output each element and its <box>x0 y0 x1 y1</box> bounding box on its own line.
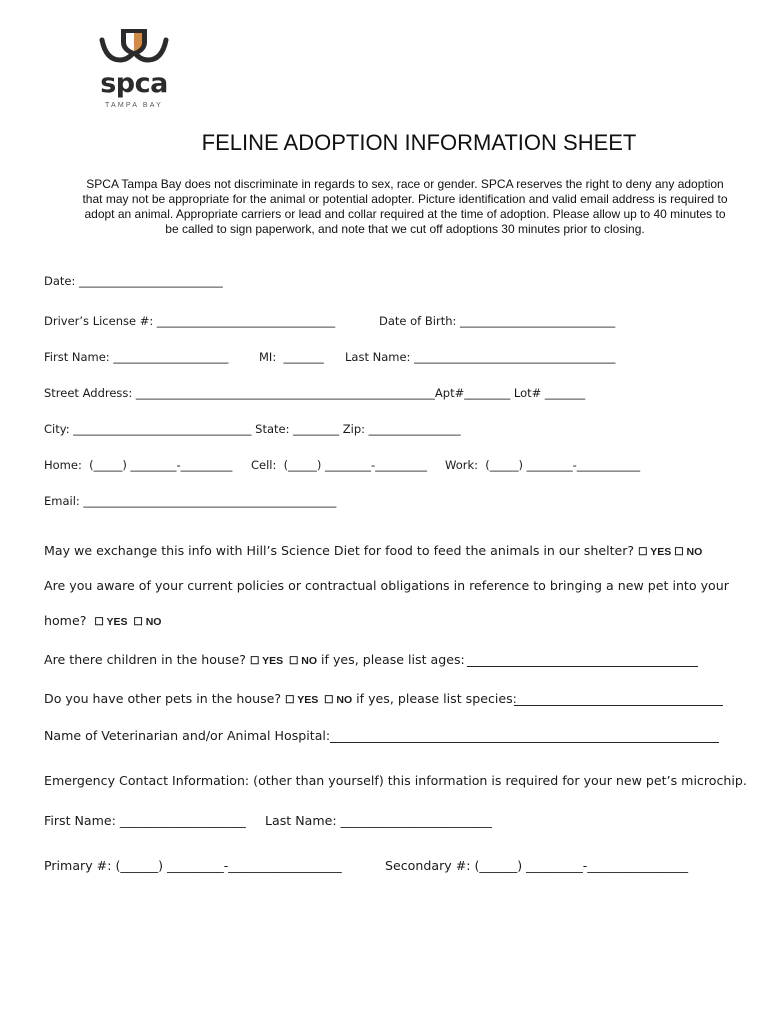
logo-subtitle: TAMPA BAY <box>105 102 163 109</box>
primary-phone-field[interactable]: Primary #: (______) _________-__________________ <box>44 858 342 873</box>
dob-field[interactable]: Date of Birth: ___________________________ <box>379 314 616 328</box>
vet-blank[interactable] <box>330 742 719 743</box>
logo-wordmark: spca <box>100 68 168 99</box>
policies-question-line2 <box>44 613 161 628</box>
emergency-contact-label: Emergency Contact Information: (other than yourself) this information is required for your new pet’s microchip. <box>44 773 747 788</box>
dog-shield-icon <box>92 26 176 70</box>
license-field[interactable]: Driver’s License #: _______________________________ <box>44 314 336 328</box>
policies-question-text: home? <box>44 613 95 628</box>
children-question <box>44 652 465 667</box>
pets-yes-no-checkboxes[interactable]: ☐ YES ☐ NO <box>285 694 353 706</box>
cell-phone-field[interactable]: Cell: (_____) ________-_________ <box>251 458 427 472</box>
children-question-text: Are there children in the house? <box>44 652 250 667</box>
pets-question <box>44 691 517 706</box>
last-name-field[interactable]: Last Name: ___________________________________ <box>345 350 616 364</box>
intro-paragraph: SPCA Tampa Bay does not discriminate in regards to sex, race or gender. SPCA reserves the right to deny any adoption that may not be appropriate for the animal or potential adopter. Picture identification and valid email address is required to adopt an animal. Appropriate carriers or lead and collar required at the time of adoption. Please allow up to 40 minutes to be called to sign paperwork, and note that we cut off adoptions 30 minutes prior to closing. <box>82 177 728 236</box>
policies-question-line1: Are you aware of your current policies or contractual obligations in reference to bringing a new pet into your <box>44 578 729 593</box>
first-name-field[interactable]: First Name: ____________________ <box>44 350 229 364</box>
page-title: FELINE ADOPTION INFORMATION SHEET <box>201 130 637 155</box>
children-yes-no-checkboxes[interactable]: ☐ YES ☐ NO <box>249 655 318 667</box>
date-field[interactable]: Date: _________________________ <box>44 274 223 288</box>
secondary-phone-field[interactable]: Secondary #: (______) _________-________________ <box>385 858 689 873</box>
spca-logo <box>92 26 176 116</box>
vet-label: Name of Veterinarian and/or Animal Hospital: <box>44 728 331 743</box>
children-ages-label: if yes, please list ages: <box>317 652 465 667</box>
hills-question-text: May we exchange this info with Hill’s Science Diet for food to feed the animals in our shelter? <box>44 543 639 558</box>
policies-yes-no-checkboxes[interactable]: ☐ YES ☐ NO <box>94 616 162 628</box>
ec-last-name-field[interactable]: Last Name: ________________________ <box>265 813 492 828</box>
ec-first-name-field[interactable]: First Name: ____________________ <box>44 813 246 828</box>
work-phone-field[interactable]: Work: (_____) ________-___________ <box>445 458 641 472</box>
email-field[interactable]: Email: ____________________________________________ <box>44 494 337 508</box>
pets-species-label: if yes, please list species: <box>352 691 517 706</box>
city-state-zip-field[interactable]: City: _______________________________ State: ________ Zip: ________________ <box>44 422 461 436</box>
pets-species-blank[interactable] <box>514 705 723 706</box>
street-address-field[interactable]: Street Address: ____________________________________________________Apt#________ Lot# _______ <box>44 386 586 400</box>
children-ages-blank[interactable] <box>467 666 698 667</box>
hills-question <box>44 543 702 558</box>
home-phone-field[interactable]: Home: (_____) ________-_________ <box>44 458 233 472</box>
mi-field[interactable]: MI: _______ <box>259 350 324 364</box>
pets-question-text: Do you have other pets in the house? <box>44 691 286 706</box>
hills-yes-no-checkboxes[interactable]: ☐ YES ☐ NO <box>638 546 703 558</box>
